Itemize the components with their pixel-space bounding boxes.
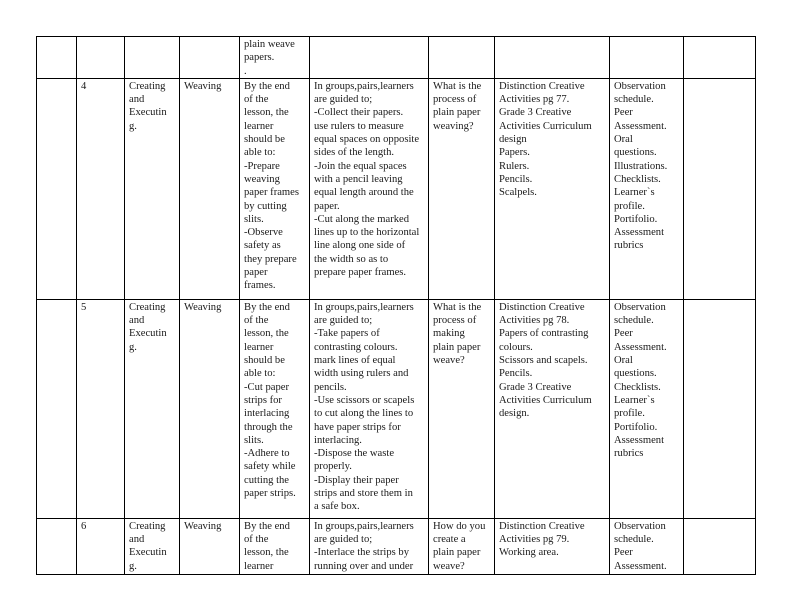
resources-cell <box>495 37 610 79</box>
strand-cell: Creating and Executin g. <box>125 518 180 574</box>
lesson-cell: 5 <box>77 299 125 518</box>
learning-experiences-cell <box>310 37 429 79</box>
lesson-cell: 6 <box>77 518 125 574</box>
week-cell <box>37 37 77 79</box>
assessment-cell: Observation schedule. Peer Assessment. Oral questions. Checklists. Learner`s profile. Portifolio. Assessment rubrics <box>610 299 684 518</box>
learning-outcomes-cell: By the end of the lesson, the learner <box>240 518 310 574</box>
week-cell <box>37 518 77 574</box>
reflection-cell <box>684 299 756 518</box>
sub-strand-cell: Weaving <box>180 518 240 574</box>
inquiry-question-cell: What is the process of making plain paper weave? <box>429 299 495 518</box>
week-cell <box>37 299 77 518</box>
learning-outcomes-cell: plain weave papers. . <box>240 37 310 79</box>
learning-outcomes-cell: By the end of the lesson, the learner should be able to: -Prepare weaving paper frames by cutting slits. -Observe safety as they prepare paper frames. <box>240 78 310 299</box>
table-row <box>37 299 756 518</box>
lesson-cell <box>77 37 125 79</box>
reflection-cell <box>684 78 756 299</box>
sub-strand-cell: Weaving <box>180 299 240 518</box>
assessment-cell: Observation schedule. Peer Assessment. Oral questions. Illustrations. Checklists. Learner`s profile. Portifolio. Assessment rubrics <box>610 78 684 299</box>
resources-cell: Distinction Creative Activities pg 77. Grade 3 Creative Activities Curriculum design Papers. Rulers. Pencils. Scalpels. <box>495 78 610 299</box>
assessment-cell: Observation schedule. Peer Assessment. <box>610 518 684 574</box>
sub-strand-cell <box>180 37 240 79</box>
resources-cell: Distinction Creative Activities pg 79. Working area. <box>495 518 610 574</box>
week-cell <box>37 78 77 299</box>
assessment-cell <box>610 37 684 79</box>
strand-cell: Creating and Executin g. <box>125 78 180 299</box>
resources-cell: Distinction Creative Activities pg 78. Papers of contrasting colours. Scissors and scapels. Pencils. Grade 3 Creative Activities Curriculum design. <box>495 299 610 518</box>
sub-strand-cell: Weaving <box>180 78 240 299</box>
learning-experiences-cell: In groups,pairs,learners are guided to; -Collect their papers. use rulers to measure equal spaces on opposite sides of the length. -Join the equal spaces with a pencil leaving equal length around the paper. -Cut along the marked lines up to the horizontal line along one side of the width so as to prepare paper frames. <box>310 78 429 299</box>
strand-cell <box>125 37 180 79</box>
reflection-cell <box>684 518 756 574</box>
learning-experiences-cell: In groups,pairs,learners are guided to; -Interlace the strips by running over and under <box>310 518 429 574</box>
table-row <box>37 78 756 299</box>
inquiry-question-cell: How do you create a plain paper weave? <box>429 518 495 574</box>
learning-experiences-cell: In groups,pairs,learners are guided to; -Take papers of contrasting colours. mark lines of equal width using rulers and pencils. -Use scissors or scapels to cut along the lines to have paper strips for interlacing. -Dispose the waste properly. -Display their paper strips and store them in a safe box. <box>310 299 429 518</box>
strand-cell: Creating and Executin g. <box>125 299 180 518</box>
scheme-of-work-table <box>36 36 756 575</box>
table-row <box>37 518 756 574</box>
lesson-cell: 4 <box>77 78 125 299</box>
table-row <box>37 37 756 79</box>
inquiry-question-cell <box>429 37 495 79</box>
learning-outcomes-cell: By the end of the lesson, the learner should be able to: -Cut paper strips for interlacing through the slits. -Adhere to safety while cutting the paper strips. <box>240 299 310 518</box>
reflection-cell <box>684 37 756 79</box>
inquiry-question-cell: What is the process of plain paper weaving? <box>429 78 495 299</box>
